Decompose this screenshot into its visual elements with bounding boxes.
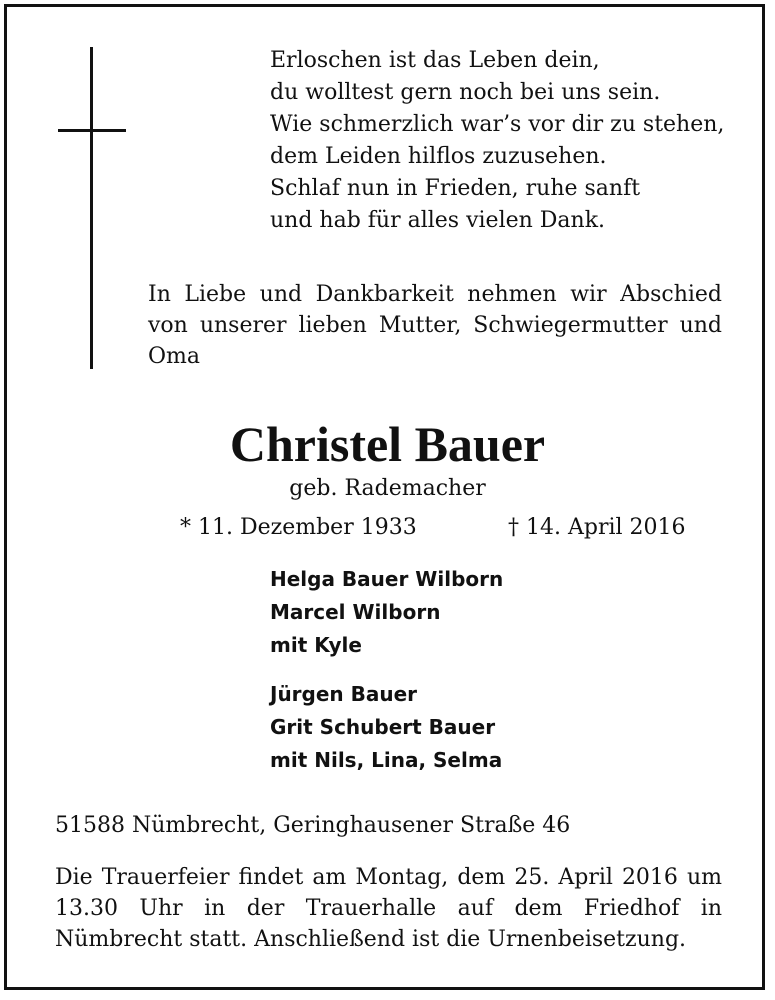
mourner-name: Jürgen Bauer [270, 682, 418, 706]
death-date: † 14. April 2016 [508, 515, 686, 540]
poem-line: Wie schmerzlich war’s vor dir zu stehen, [270, 112, 725, 137]
farewell-text: In Liebe und Dankbarkeit nehmen wir Abschied von unserer lieben Mutter, Schwiegermutter und Oma [148, 282, 722, 369]
mourners-group-2 [270, 678, 502, 777]
mourner-name: Marcel Wilborn [270, 600, 441, 624]
poem-line: dem Leiden hilflos zuzusehen. [270, 144, 607, 169]
funeral-notice: Die Trauerfeier findet am Montag, dem 25. April 2016 um 13.30 Uhr in der Trauerhalle auf dem Friedhof in Nümbrecht statt. Anschließend ist die Urnenbeisetzung. [55, 865, 722, 952]
poem-line: du wolltest gern noch bei uns sein. [270, 80, 661, 105]
address: 51588 Nümbrecht, Geringhausener Straße 46 [55, 813, 571, 838]
poem-line: Erloschen ist das Leben dein, [270, 48, 600, 73]
mourner-name: mit Nils, Lina, Selma [270, 748, 503, 772]
mourner-name: Helga Bauer Wilborn [270, 567, 504, 591]
maiden-name: geb. Rademacher [289, 476, 486, 501]
mourner-name: Grit Schubert Bauer [270, 715, 496, 739]
poem [270, 45, 724, 237]
mourners-group-1 [270, 563, 503, 662]
poem-line: Schlaf nun in Frieden, ruhe sanft [270, 176, 641, 201]
birth-date: * 11. Dezember 1933 [180, 515, 417, 540]
mourner-name: mit Kyle [270, 633, 362, 657]
deceased-name: Christel Bauer [229, 416, 546, 472]
poem-line: und hab für alles vielen Dank. [270, 208, 606, 233]
